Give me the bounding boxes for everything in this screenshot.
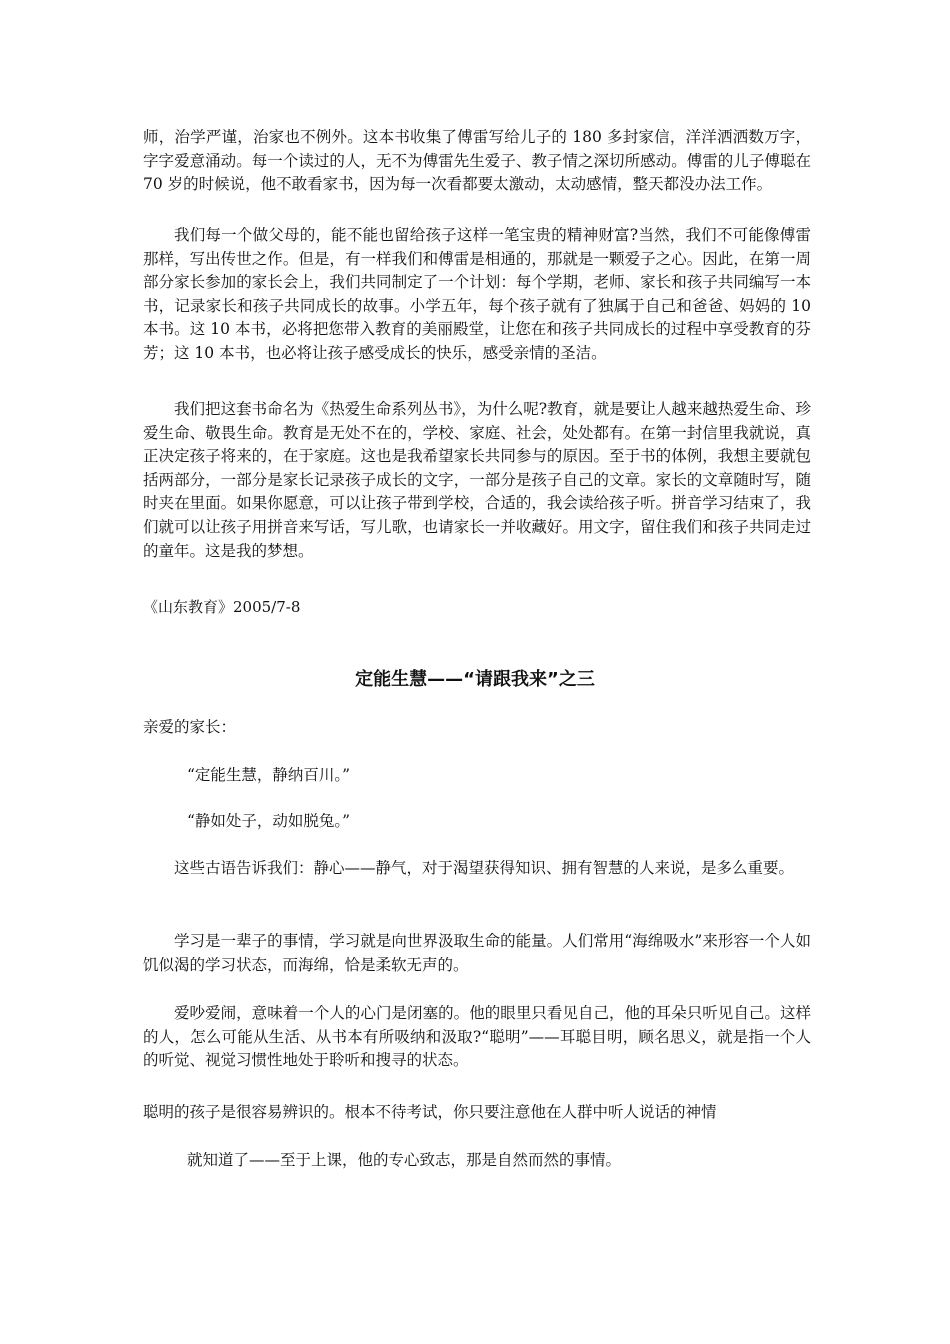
article2-title: 定能生慧——“请跟我来”之三 xyxy=(355,669,595,690)
article2-paragraph-2: 学习是一辈子的事情，学习就是向世界汲取生命的能量。人们常用“海绵吸水”来形容一个人如饥似渴的学习状态，而海绵，恰是柔软无声的。 xyxy=(143,932,811,974)
article2-paragraph-4: 聪明的孩子是很容易辨识的。根本不待考试，你只要注意他在人群中听人说话的神情 xyxy=(143,1103,717,1121)
article2-quote-1: “定能生慧，静纳百川。” xyxy=(187,766,351,784)
article2-paragraph-3: 爱吵爱闹，意味着一个人的心门是闭塞的。他的眼里只看见自己，他的耳朵只听见自己。这样的人，怎么可能从生活、从书本有所吸纳和汲取?“聪明”——耳聪目明，顾名思义，就是指一个人的听觉、视觉习惯性地处于聆听和搜寻的状态。 xyxy=(143,1004,811,1070)
article2-paragraph-1: 这些古语告诉我们：静心——静气，对于渴望获得知识、拥有智慧的人来说，是多么重要。 xyxy=(174,859,795,877)
article1-source: 《山东教育》2005/7-8 xyxy=(143,598,301,616)
article1-paragraph-2: 我们每一个做父母的，能不能也留给孩子这样一笔宝贵的精神财富?当然，我们不可能像傅雷那样，写出传世之作。但是，有一样我们和傅雷是相通的，那就是一颗爱子之心。因此，在第一周部分家长参加的家长会上，我们共同制定了一个计划：每个学期，老师、家长和孩子共同编写一本书，记录家长和孩子共同成长的故事。小学五年，每个孩子就有了独属于自己和爸爸、妈妈的 10 本书。这 10 本书，必将把您带入教育的美丽殿堂，让您在和孩子共同成长的过程中享受教育的芬芳；这 10 本书，也必将让孩子感受成长的快乐，感受亲情的圣洁。 xyxy=(143,226,811,362)
article2-paragraph-5: 就知道了——至于上课，他的专心致志，那是自然而然的事情。 xyxy=(187,1151,622,1169)
article2-quote-2: “静如处子，动如脱兔。” xyxy=(187,812,351,830)
article1-paragraph-1: 师，治学严谨，治家也不例外。这本书收集了傅雷写给儿子的 180 多封家信，洋洋洒洒数万字，字字爱意涌动。每一个读过的人，无不为傅雷先生爱子、教子情之深切所感动。傅雷的儿子傅聪在 70 岁的时候说，他不敢看家书，因为每一次看都要太激动，太动感情，整天都没办法工作。 xyxy=(143,128,811,194)
article1-paragraph-3: 我们把这套书命名为《热爱生命系列丛书》，为什么呢?教育，就是要让人越来越热爱生命、珍爱生命、敬畏生命。教育是无处不在的，学校、家庭、社会，处处都有。在第一封信里我就说，真正决定孩子将来的，在于家庭。这也是我希望家长共同参与的原因。至于书的体例，我想主要就包括两部分，一部分是家长记录孩子成长的文字，一部分是孩子自己的文章。家长的文章随时写，随时夹在里面。如果你愿意，可以让孩子带到学校，合适的，我会读给孩子听。拼音学习结束了，我们就可以让孩子用拼音来写话，写儿歌，也请家长一并收藏好。用文字，留住我们和孩子共同走过的童年。这是我的梦想。 xyxy=(143,400,811,560)
article2-greeting: 亲爱的家长： xyxy=(143,718,237,736)
